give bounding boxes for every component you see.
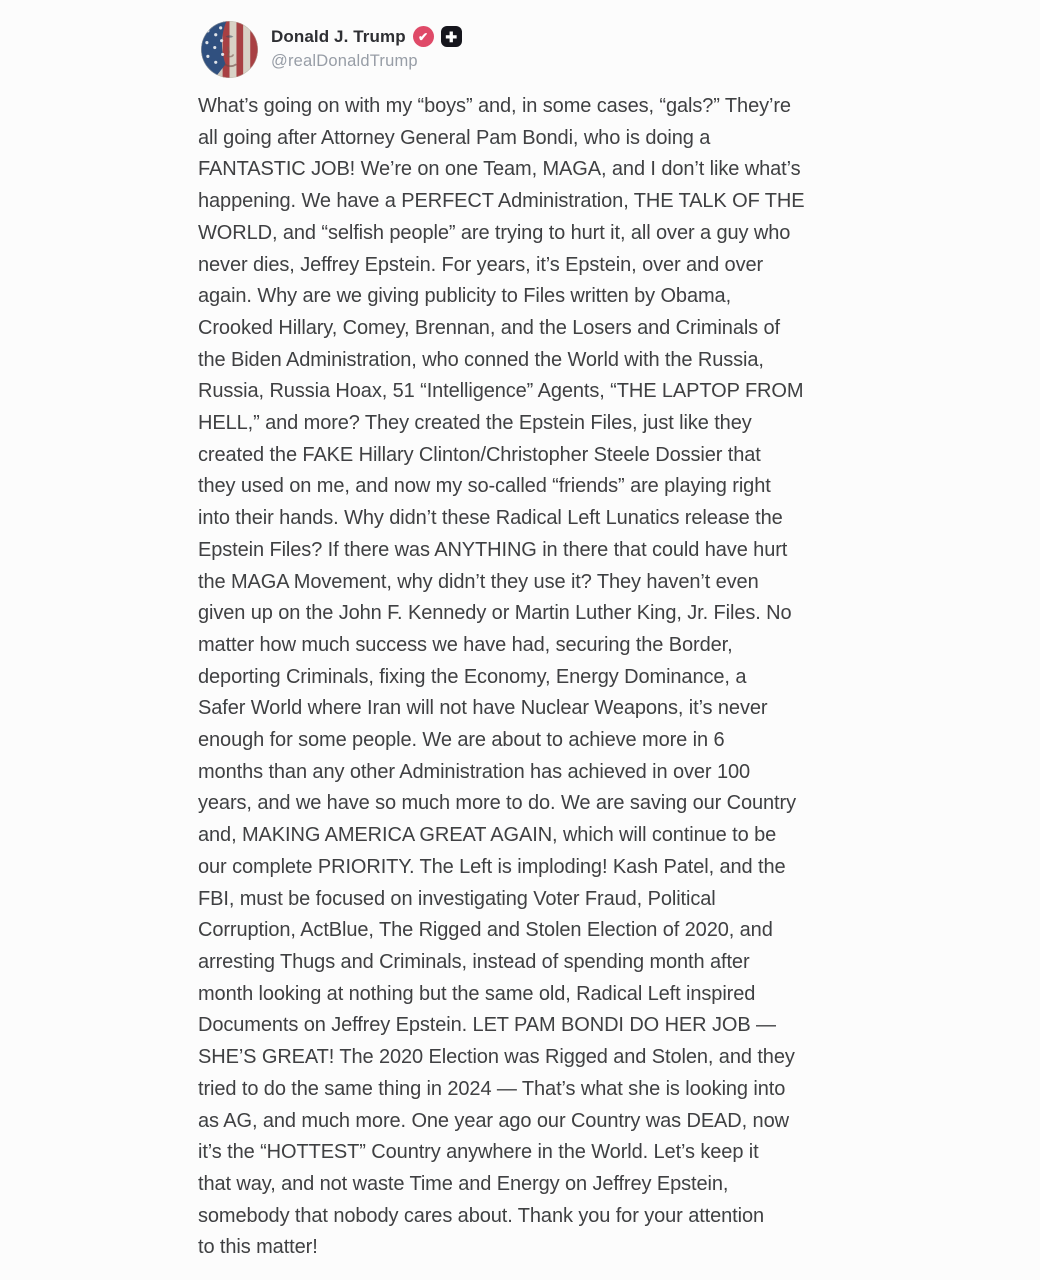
post-text-line: Epstein Files? If there was ANYTHING in there that could have hurt xyxy=(198,538,788,561)
post-text-line: to this matter! xyxy=(198,1236,318,1259)
post-text-line: somebody that nobody cares about. Thank you for your attention xyxy=(198,1204,765,1227)
post-body xyxy=(198,91,870,1264)
post-text-line: arresting Thugs and Criminals, instead of spending month after xyxy=(198,950,750,973)
post-text-line: Crooked Hillary, Comey, Brennan, and the Losers and Criminals of xyxy=(198,316,781,339)
post-text-line: given up on the John F. Kennedy or Martin Luther King, Jr. Files. No xyxy=(198,602,792,625)
post-text-line: the Biden Administration, who conned the World with the Russia, xyxy=(198,348,764,371)
post-text-line: the MAGA Movement, why didn’t they use it? They haven’t even xyxy=(198,570,759,593)
post-text-line: FBI, must be focused on investigating Voter Fraud, Political xyxy=(198,887,716,910)
post-text-line: Russia, Russia Hoax, 51 “Intelligence” Agents, “THE LAPTOP FROM xyxy=(198,380,804,403)
post-text-line: FANTASTIC JOB! We’re on one Team, MAGA, and I don’t like what’s xyxy=(198,158,801,181)
post-text-line: tried to do the same thing in 2024 — That’s what she is looking into xyxy=(198,1077,786,1100)
post-text-line: Corruption, ActBlue, The Rigged and Stolen Election of 2020, and xyxy=(198,919,773,942)
post-text-line: they used on me, and now my so-called “friends” are playing right xyxy=(198,475,771,498)
post-text-line: that way, and not waste Time and Energy on Jeffrey Epstein, xyxy=(198,1172,729,1195)
post-text-line: months than any other Administration has achieved in over 100 xyxy=(198,760,751,783)
post-text-line: never dies, Jeffrey Epstein. For years, it’s Epstein, over and over xyxy=(198,253,764,276)
post-text-line: into their hands. Why didn’t these Radical Left Lunatics release the xyxy=(198,507,783,530)
post-text-line: month looking at nothing but the same old, Radical Left inspired xyxy=(198,982,756,1005)
post-text-line: deporting Criminals, fixing the Economy, Energy Dominance, a xyxy=(198,665,747,688)
post-text-line: our complete PRIORITY. The Left is imploding! Kash Patel, and the xyxy=(198,855,786,878)
profile-avatar[interactable] xyxy=(201,21,258,78)
post-text-line: Documents on Jeffrey Epstein. LET PAM BONDI DO HER JOB — xyxy=(198,1014,776,1037)
post-text-line: years, and we have so much more to do. We are saving our Country xyxy=(198,792,796,815)
post-text-line: again. Why are we giving publicity to Files written by Obama, xyxy=(198,285,732,308)
post-text-line: Safer World where Iran will not have Nuclear Weapons, it’s never xyxy=(198,697,768,720)
post-text-line: as AG, and much more. One year ago our Country was DEAD, now xyxy=(198,1109,789,1132)
post-text-line: SHE’S GREAT! The 2020 Election was Rigged and Stolen, and they xyxy=(198,1046,795,1069)
post-header xyxy=(198,18,870,78)
post-text-line: it’s the “HOTTEST” Country anywhere in the World. Let’s keep it xyxy=(198,1141,759,1164)
post-text-line: all going after Attorney General Pam Bondi, who is doing a xyxy=(198,126,711,149)
post xyxy=(198,18,870,1264)
author-name-row xyxy=(271,26,462,47)
post-text-line: happening. We have a PERFECT Administration, THE TALK OF THE xyxy=(198,190,805,213)
post-text-line: created the FAKE Hillary Clinton/Christopher Steele Dossier that xyxy=(198,443,761,466)
post-text-line: matter how much success we have had, securing the Border, xyxy=(198,633,733,656)
post-text-line: and, MAKING AMERICA GREAT AGAIN, which will continue to be xyxy=(198,824,777,847)
author-block xyxy=(271,18,462,71)
post-text-line: enough for some people. We are about to achieve more in 6 xyxy=(198,729,725,752)
flag-avatar-icon xyxy=(201,21,258,78)
post-text-line: What’s going on with my “boys” and, in some cases, “gals?” They’re xyxy=(198,95,791,117)
author-name[interactable]: Donald J. Trump xyxy=(271,26,406,46)
verified-check-icon: ✔ xyxy=(413,26,434,47)
plus-badge-icon: ✚ xyxy=(441,26,462,47)
post-text-line: WORLD, and “selfish people” are trying to hurt it, all over a guy who xyxy=(198,221,791,244)
author-handle[interactable]: @realDonaldTrump xyxy=(271,52,418,70)
post-text-line: HELL,” and more? They created the Epstein Files, just like they xyxy=(198,412,752,435)
